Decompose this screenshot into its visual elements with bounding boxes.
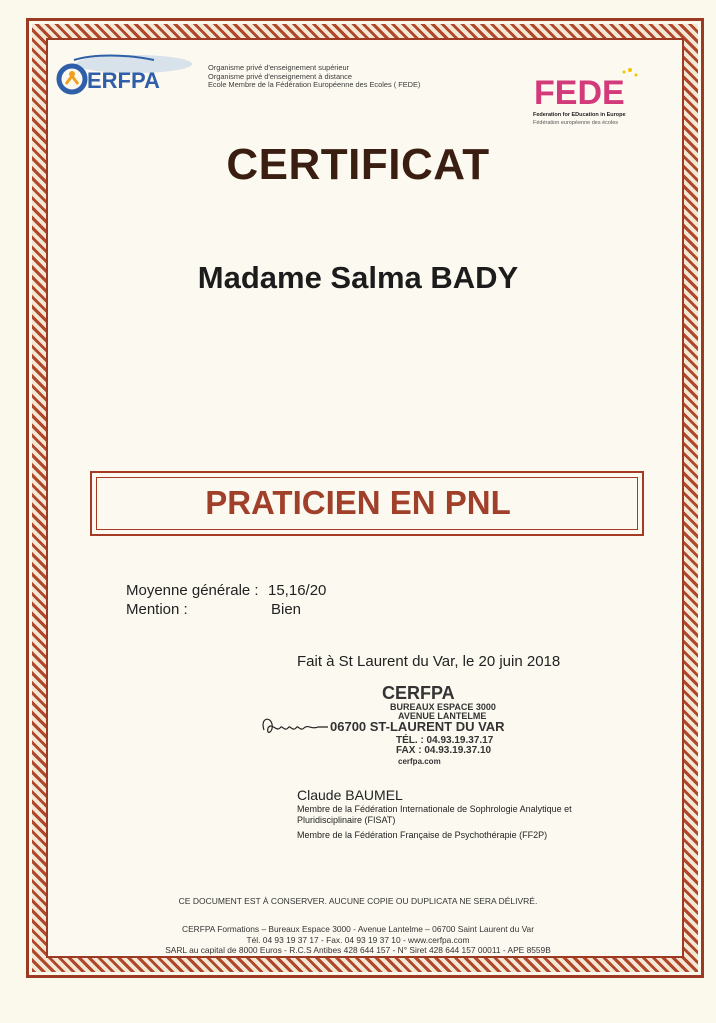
fede-tagline-french: Fédération européenne des écoles — [533, 120, 619, 126]
footer-address: CERFPA Formations – Bureaux Espace 3000 - Avenue Lantelme – 06700 Saint Laurent du Var — [182, 924, 534, 934]
mention-value: Bien — [271, 601, 302, 618]
svg-text:FEDE: FEDE — [534, 74, 625, 112]
svg-text:ERFPA: ERFPA — [87, 68, 160, 93]
stamp-line: AVENUE LANTELME — [398, 711, 487, 721]
signatory-role: Pluridisciplinaire (FISAT) — [297, 815, 396, 825]
certificate-title: CERTIFICAT — [226, 140, 490, 189]
footer-legal: SARL au capital de 8000 Euros - R.C.S Antibes 428 644 157 - N° Siret 428 644 157 00011 - APE 8559B — [165, 945, 551, 955]
place-and-date: Fait à St Laurent du Var, le 20 juin 2018 — [297, 653, 561, 670]
stamp-tel: TÉL. : 04.93.19.37.17 — [396, 735, 494, 746]
signatory-role: Membre de la Fédération Française de Psychothérapie (FF2P) — [297, 830, 548, 840]
signatory-name: Claude BAUMEL — [297, 787, 403, 803]
handwritten-signature — [258, 712, 348, 742]
certificate-holder: Madame Salma BADY — [197, 260, 519, 295]
cerfpa-line: Ecole Membre de la Fédération Européenne des Ecoles ( FEDE) — [208, 80, 421, 89]
signatory-role: Membre de la Fédération Internationale de Sophrologie Analytique et — [297, 804, 572, 814]
stamp-web: cerfpa.com — [398, 757, 441, 766]
cerfpa-line: Organisme privé d'enseignement supérieur — [208, 63, 350, 72]
company-stamp — [318, 683, 528, 769]
stamp-line: 06700 ST-LAURENT DU VAR — [330, 719, 505, 734]
average-label: Moyenne générale : — [126, 582, 259, 599]
stamp-line: BUREAUX ESPACE 3000 — [390, 702, 496, 712]
cerfpa-line: Organisme privé d'enseignement à distance — [208, 71, 352, 81]
conservation-notice: CE DOCUMENT EST À CONSERVER. AUCUNE COPIE OU DUPLICATA NE SERA DÉLIVRÉ. — [178, 896, 538, 906]
cerfpa-description — [208, 64, 420, 90]
diploma-title: PRATICIEN EN PNL — [205, 484, 511, 521]
cerfpa-logo — [54, 52, 206, 98]
average-value: 15,16/20 — [268, 582, 327, 599]
fede-tagline: Federation for EDucation in Europe — [533, 112, 626, 118]
stamp-name: CERFPA — [382, 683, 455, 703]
footer-contact: Tél. 04 93 19 37 17 - Fax. 04 93 19 37 10 - www.cerfpa.com — [246, 935, 470, 945]
mention-label: Mention : — [126, 601, 188, 618]
stamp-fax: FAX : 04.93.19.37.10 — [396, 745, 492, 756]
